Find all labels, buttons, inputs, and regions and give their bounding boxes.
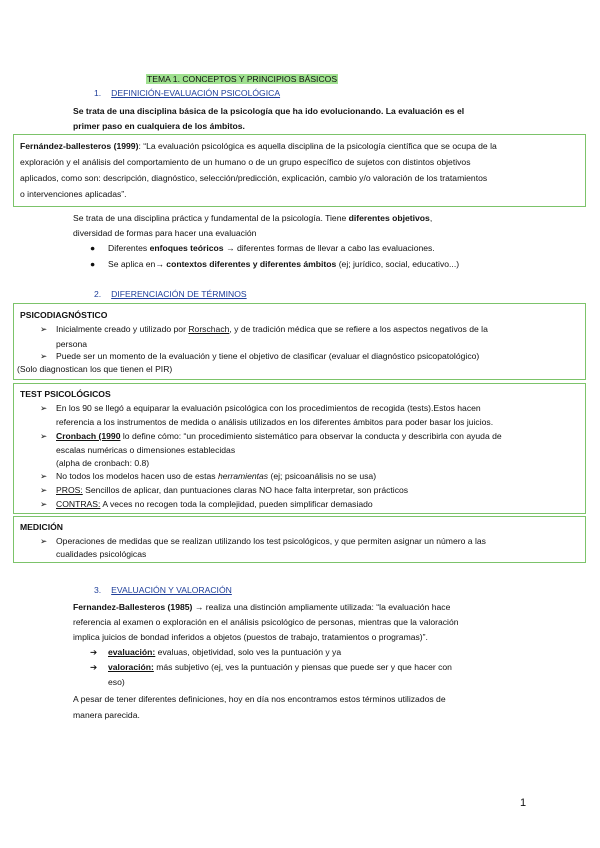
right-arrow-bullet-icon: ➔ — [90, 647, 98, 657]
medicion-item-1-cont: cualidades psicológicas — [56, 549, 147, 559]
arrowhead-bullet-icon: ➢ — [40, 499, 48, 509]
s3-closing-line-1: A pesar de tener diferentes definiciones, hoy en día nos encontramos estos términos utilizados de — [73, 694, 446, 704]
s3-arrow-item-1: ➔ evaluación: evaluas, objetividad, solo ves la puntuación y ya — [90, 647, 342, 657]
psicodiagnostico-title: PSICODIAGNÓSTICO — [20, 310, 108, 320]
s3-arrow-item-2-cont: eso) — [108, 677, 125, 687]
quote-line-4: o intervenciones aplicadas”. — [20, 189, 127, 199]
test-item-contras: ➢ CONTRAS: A veces no recogen toda la complejidad, pueden simplificar demasiado — [40, 499, 373, 509]
test-item-pros: ➢ PROS: Sencillos de aplicar, dan puntuaciones claras NO hace falta interpretar, son prácticos — [40, 485, 409, 495]
medicion-item-1: ➢ Operaciones de medidas que se realizan utilizando los test psicológicos, y que permiten asignar un número a las — [40, 536, 486, 546]
s1-paragraph-line-1: Se trata de una disciplina práctica y fundamental de la psicología. Tiene diferentes objetivos, — [73, 213, 433, 223]
psico-item-1: ➢ Inicialmente creado y utilizado por Rorschach, y de tradición médica que se refiere a los aspectos negativos de la — [40, 324, 488, 334]
s1-bullet-2: ● Se aplica en→ contextos diferentes y diferentes ámbitos (ej; jurídico, social, educativo...) — [90, 259, 460, 269]
s3-paragraph-line-1: Fernandez-Ballesteros (1985) → realiza una distinción ampliamente utilizada: “la evaluación hace — [73, 602, 451, 612]
s3-paragraph-line-3: implica juicios de bondad inferidos a objetos (puestos de trabajo, tratamientos o programas)”. — [73, 632, 428, 642]
medicion-title: MEDICIÓN — [20, 522, 63, 532]
quote-author: Fernández-ballesteros (1999) — [20, 141, 139, 151]
arrowhead-bullet-icon: ➢ — [40, 471, 48, 481]
test-item-1-cont: referencia a los instrumentos de medida o análisis utilizados en los diferentes ámbitos para poder basar los juicios. — [56, 417, 494, 427]
test-psicologicos-title: TEST PSICOLÓGICOS — [20, 389, 111, 399]
s1-bullet-1: ● Diferentes enfoques teóricos → diferentes formas de llevar a cabo las evaluaciones. — [90, 243, 435, 253]
section-2-heading: 2. DIFERENCIACIÓN DE TÉRMINOS — [94, 289, 247, 299]
test-item-1: ➢ En los 90 se llegó a equiparar la evaluación psicológica con los procedimientos de recogida (tests).Estos hacen — [40, 403, 481, 413]
page-title: TEMA 1. CONCEPTOS Y PRINCIPIOS BÁSICOS — [147, 74, 338, 84]
arrowhead-bullet-icon: ➢ — [40, 351, 48, 361]
psico-item-1-cont: persona — [56, 339, 88, 349]
arrowhead-bullet-icon: ➢ — [40, 324, 48, 334]
test-item-2-alpha: (alpha de cronbach: 0.8) — [56, 458, 150, 468]
section-1-heading: 1. DEFINICIÓN-EVALUACIÓN PSICOLÓGICA — [94, 88, 281, 98]
bullet-dot-icon: ● — [90, 243, 96, 253]
quote-line-2: exploración y el análisis del comportamiento de un humano o de un grupo específico de sujetos con distintos objetivos — [20, 157, 471, 167]
quote-line-1: Fernández-ballesteros (1999): “La evaluación psicológica es aquella disciplina de la psicología científica que se ocupa de la — [20, 141, 497, 151]
section-3-heading: 3. EVALUACIÓN Y VALORACIÓN — [94, 585, 232, 595]
arrowhead-bullet-icon: ➢ — [40, 431, 48, 441]
arrowhead-bullet-icon: ➢ — [40, 485, 48, 495]
arrowhead-bullet-icon: ➢ — [40, 536, 48, 546]
right-arrow-bullet-icon: ➔ — [90, 662, 98, 672]
s1-intro-line-2: primer paso en cualquiera de los ámbitos. — [73, 121, 245, 131]
test-item-3: ➢ No todos los modelos hacen uso de estas herramientas (ej; psicoanálisis no se usa) — [40, 471, 377, 481]
page-number: 1 — [520, 797, 527, 809]
psico-note: (Solo diagnostican los que tienen el PIR) — [17, 364, 173, 374]
quote-line-3: aplicados, como son: descripción, diagnóstico, selección/predicción, explicación, cambio y/o valoración de los tratamientos — [20, 173, 488, 183]
s3-paragraph-line-2: referencia al examen o exploración en el análisis psicológico de personas, mientras que la valoración — [73, 617, 459, 627]
test-item-2-cont: escalas numéricas o dimensiones establecidas — [56, 445, 236, 455]
bullet-dot-icon: ● — [90, 259, 96, 269]
s3-arrow-item-2: ➔ valoración: más subjetivo (ej, ves la puntuación y piensas que puede ser y que hacer con — [90, 662, 452, 672]
arrowhead-bullet-icon: ➢ — [40, 403, 48, 413]
s1-paragraph-line-2: diversidad de formas para hacer una evaluación — [73, 228, 257, 238]
psico-item-2: ➢ Puede ser un momento de la evaluación y tiene el objetivo de clasificar (evaluar el diagnóstico psicopatológico) — [40, 351, 480, 361]
test-item-2: ➢ Cronbach (1990 lo define cómo: “un procedimiento sistemático para observar la conducta y describirla con ayuda de — [40, 431, 502, 441]
s3-closing-line-2: manera parecida. — [73, 710, 140, 720]
s1-intro-line-1: Se trata de una disciplina básica de la psicología que ha ido evolucionando. La evaluación es el — [73, 106, 465, 116]
